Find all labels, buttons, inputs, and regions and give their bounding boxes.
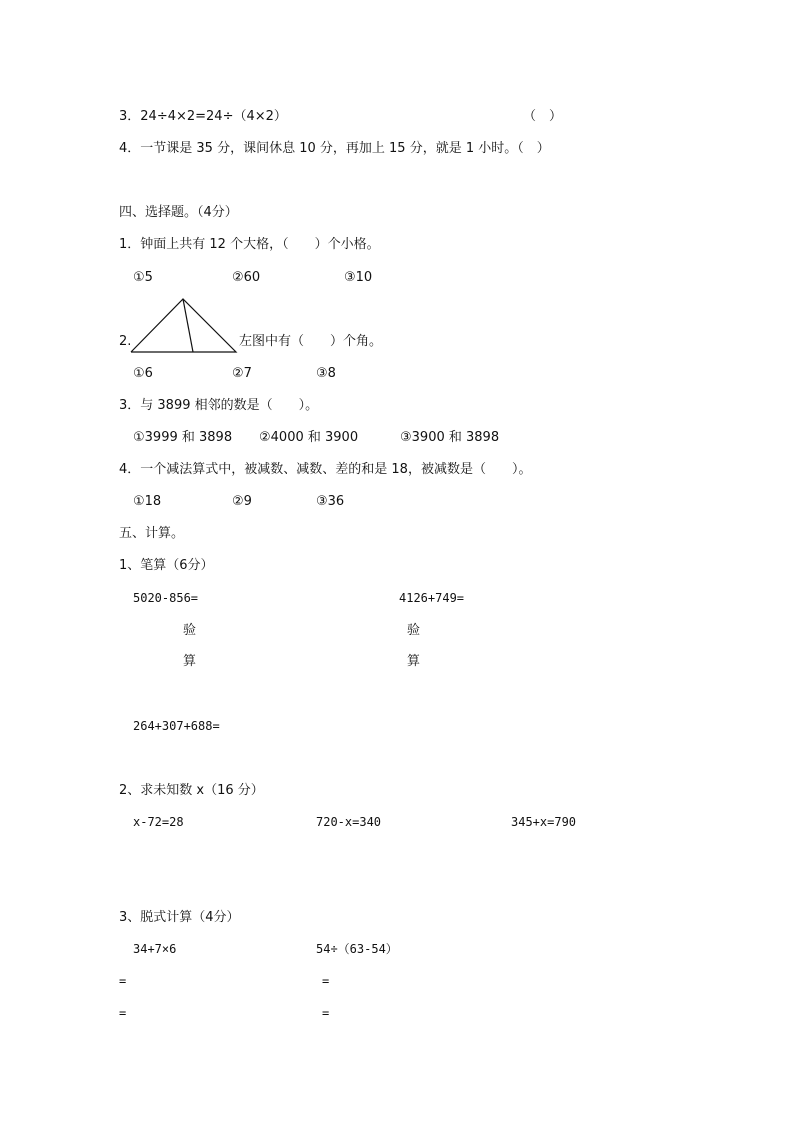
choice-q1-option-2[interactable]: ②60 <box>232 270 261 285</box>
choice-q2-option-2[interactable]: ②7 <box>232 366 252 381</box>
equals-sign-1a: = <box>119 974 127 988</box>
check-label-2b: 算 <box>407 654 421 669</box>
equation-1: x-72=28 <box>133 815 184 829</box>
check-label-1a: 验 <box>183 623 197 638</box>
written-problem-3: 264+307+688= <box>133 719 220 733</box>
check-label-1b: 算 <box>183 654 197 669</box>
judgement-q4: 4．一节课是 35 分，课间休息 10 分，再加上 15 分，就是 1 小时。（ ） <box>119 141 550 156</box>
judgement-q3-bracket[interactable]: （ ） <box>523 109 563 124</box>
triangle-outline <box>131 299 236 352</box>
equals-sign-2b: = <box>322 1006 330 1020</box>
stepwise-heading: 3、脱式计算（4分） <box>119 910 240 925</box>
triangle-figure <box>128 296 238 354</box>
choice-q1-option-3[interactable]: ③10 <box>344 270 373 285</box>
section5-heading: 五、计算。 <box>119 526 185 541</box>
choice-q4-option-2[interactable]: ②9 <box>232 494 252 509</box>
choice-q2-option-1[interactable]: ①6 <box>133 366 153 381</box>
choice-q4-option-1[interactable]: ①18 <box>133 494 162 509</box>
choice-q3-option-2[interactable]: ②4000 和 3900 <box>259 430 359 445</box>
equals-sign-2a: = <box>322 974 330 988</box>
equation-3: 345+x=790 <box>511 815 577 829</box>
choice-q3-option-3[interactable]: ③3900 和 3898 <box>400 430 500 445</box>
equals-sign-1b: = <box>119 1006 127 1020</box>
choice-q2-option-3[interactable]: ③8 <box>316 366 336 381</box>
judgement-q3: 3．24÷4×2=24÷（4×2） <box>119 109 287 124</box>
choice-q1: 1．钟面上共有 12 个大格，（ ）个小格。 <box>119 237 380 252</box>
equation-2: 720-x=340 <box>316 815 382 829</box>
written-problem-2: 4126+749= <box>399 591 465 605</box>
choice-q4-option-3[interactable]: ③36 <box>316 494 345 509</box>
stepwise-expression-1: 34+7×6 <box>133 942 177 956</box>
choice-q3: 3．与 3899 相邻的数是（ ）。 <box>119 398 319 413</box>
choice-q3-option-1[interactable]: ①3999 和 3898 <box>133 430 233 445</box>
choice-q2: 左图中有（ ）个角。 <box>239 334 383 349</box>
check-label-2a: 验 <box>407 623 421 638</box>
section4-heading: 四、选择题。（4分） <box>119 205 238 220</box>
written-problem-1: 5020-856= <box>133 591 199 605</box>
solve-x-heading: 2、求未知数 x（16 分） <box>119 783 264 798</box>
choice-q2-number: 2. <box>119 334 132 349</box>
written-calc-heading: 1、笔算（6分） <box>119 558 214 573</box>
choice-q4: 4．一个减法算式中，被减数、减数、差的和是 18，被减数是（ ）。 <box>119 462 532 477</box>
choice-q1-option-1[interactable]: ①5 <box>133 270 153 285</box>
stepwise-expression-2: 54÷（63-54） <box>316 942 398 956</box>
